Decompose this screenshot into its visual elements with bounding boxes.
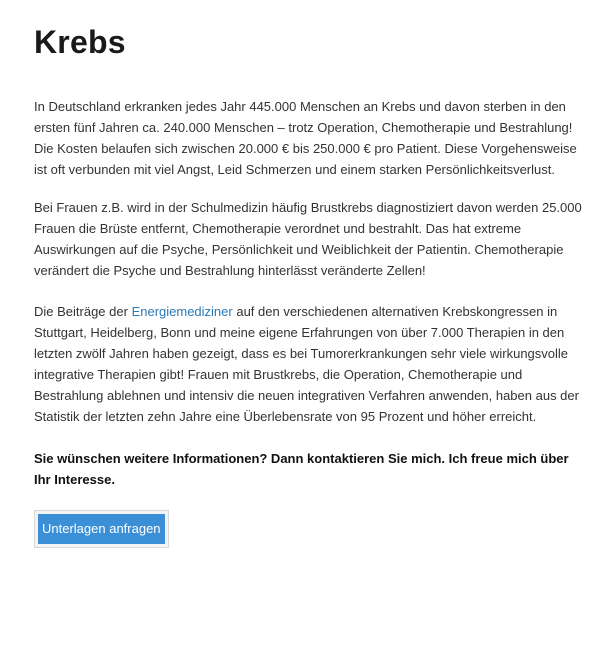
paragraph-text-after-link: auf den verschiedenen alternativen Krebskongressen in Stuttgart, Heidelberg, Bonn und meine eigene Erfahrungen von über 7.000 Therapien in den letzten zwölf Jahren haben gezeigt, dass es bei Tumorerkrankungen sehr viele wirkungsvolle integrative Therapien gibt! Frauen mit Brustkrebs, die Operation, Chemotherapie und Bestrahlung ablehnen und intensiv die neuen integrativen Verfahren anwenden, haben aus der Statistik der letzten zehn Jahre eine Überlebensrate von 95 Prozent und höher erreicht. [34,304,579,424]
paragraph-breast-cancer: Bei Frauen z.B. wird in der Schulmedizin häufig Brustkrebs diagnostiziert davon werden 25.000 Frauen die Brüste entfernt, Chemotherapie verordnet und bestrahlt. Das hat extreme Auswirkungen auf die Psyche, Persönlichkeit und Weiblichkeit der Patientin. Chemotherapie verändert die Psyche und Bestrahlung hinterlässt veränderte Zellen! [34,200,582,278]
request-button-frame [34,510,169,548]
article-body [34,96,586,548]
contact-prompt: Sie wünschen weitere Informationen? Dann kontaktieren Sie mich. Ich freue mich über Ihr Interesse. [34,451,569,487]
energiemediziner-link[interactable]: Energiemediziner [131,304,233,319]
request-documents-button[interactable]: Unterlagen anfragen [38,514,165,544]
page-title: Krebs [34,24,126,60]
paragraph-text-before-link: Die Beiträge der [34,304,132,319]
paragraph-integrative-therapies [34,301,586,427]
paragraph-intro: In Deutschland erkranken jedes Jahr 445.000 Menschen an Krebs und davon sterben in den ersten fünf Jahren ca. 240.000 Menschen – trotz Operation, Chemotherapie und Bestrahlung! Die Kosten belaufen sich zwischen 20.000 € bis 250.000 € pro Patient. Diese Vorgehensweise ist oft verbunden mit viel Angst, Leid Schmerzen und einem starken Persönlichkeitsverlust. [34,99,577,177]
